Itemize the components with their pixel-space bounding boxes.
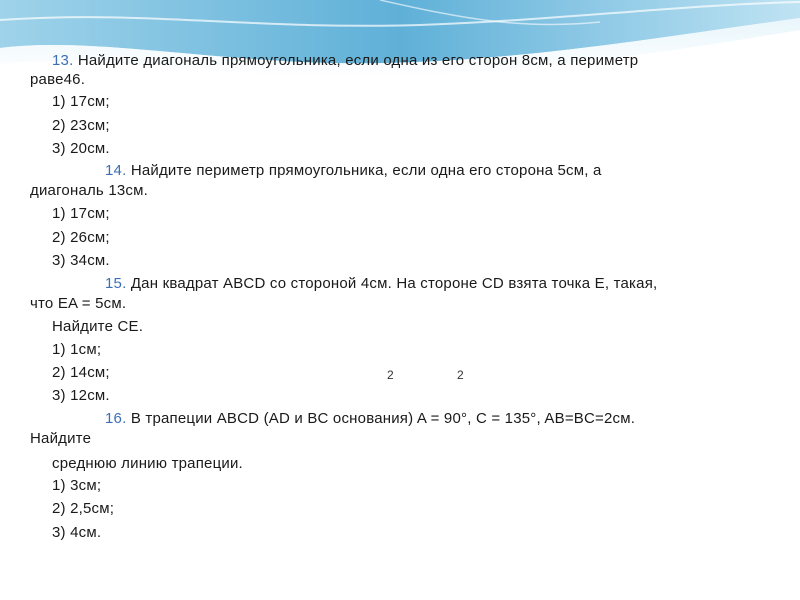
question-15-number: 15.	[105, 275, 127, 292]
question-16-option-2: 2) 2,5см;	[52, 500, 115, 517]
question-14-option-1: 1) 17см;	[52, 205, 110, 222]
question-15-line1	[105, 275, 657, 293]
question-16-text-find: среднюю линию трапеции.	[52, 455, 243, 472]
question-13-line1	[52, 52, 638, 70]
question-15-text-cont: что EA = 5см.	[30, 295, 127, 312]
question-14-line1	[105, 162, 602, 180]
question-15-option-3: 3) 12см.	[52, 387, 110, 404]
question-13-text-cont: раве46.	[30, 71, 86, 88]
question-14-text-cont: диагональ 13см.	[30, 182, 148, 199]
stray-mark-1: 2	[387, 368, 394, 382]
question-15-option-1: 1) 1см;	[52, 341, 102, 358]
question-13-option-2: 2) 23см;	[52, 117, 110, 134]
question-16-option-1: 1) 3см;	[52, 477, 102, 494]
question-13-option-1: 1) 17см;	[52, 93, 110, 110]
question-13-text: Найдите диагональ прямоугольника, если одна из его сторон 8см, а периметр	[73, 52, 639, 69]
stray-mark-2: 2	[457, 368, 464, 382]
question-16-option-3: 3) 4см.	[52, 524, 102, 541]
question-14-option-2: 2) 26см;	[52, 229, 110, 246]
question-16-text: В трапеции ABCD (AD и BC основания) A = 90°, C = 135°, AB=BC=2см.	[126, 410, 636, 427]
question-16-number: 16.	[105, 410, 127, 427]
question-13-option-3: 3) 20см.	[52, 140, 110, 157]
question-15-text-find: Найдите CE.	[52, 318, 144, 335]
question-14-text: Найдите периметр прямоугольника, если одна его сторона 5см, а	[126, 162, 602, 179]
question-13-number: 13.	[52, 52, 74, 69]
question-16-line1	[105, 410, 635, 428]
question-15-text: Дан квадрат ABCD со стороной 4см. На стороне CD взята точка E, такая,	[126, 275, 658, 292]
question-14-number: 14.	[105, 162, 127, 179]
question-14-option-3: 3) 34см.	[52, 252, 110, 269]
question-15-option-2: 2) 14см;	[52, 364, 110, 381]
wave-banner	[0, 0, 800, 90]
question-16-text-cont: Найдите	[30, 430, 92, 447]
